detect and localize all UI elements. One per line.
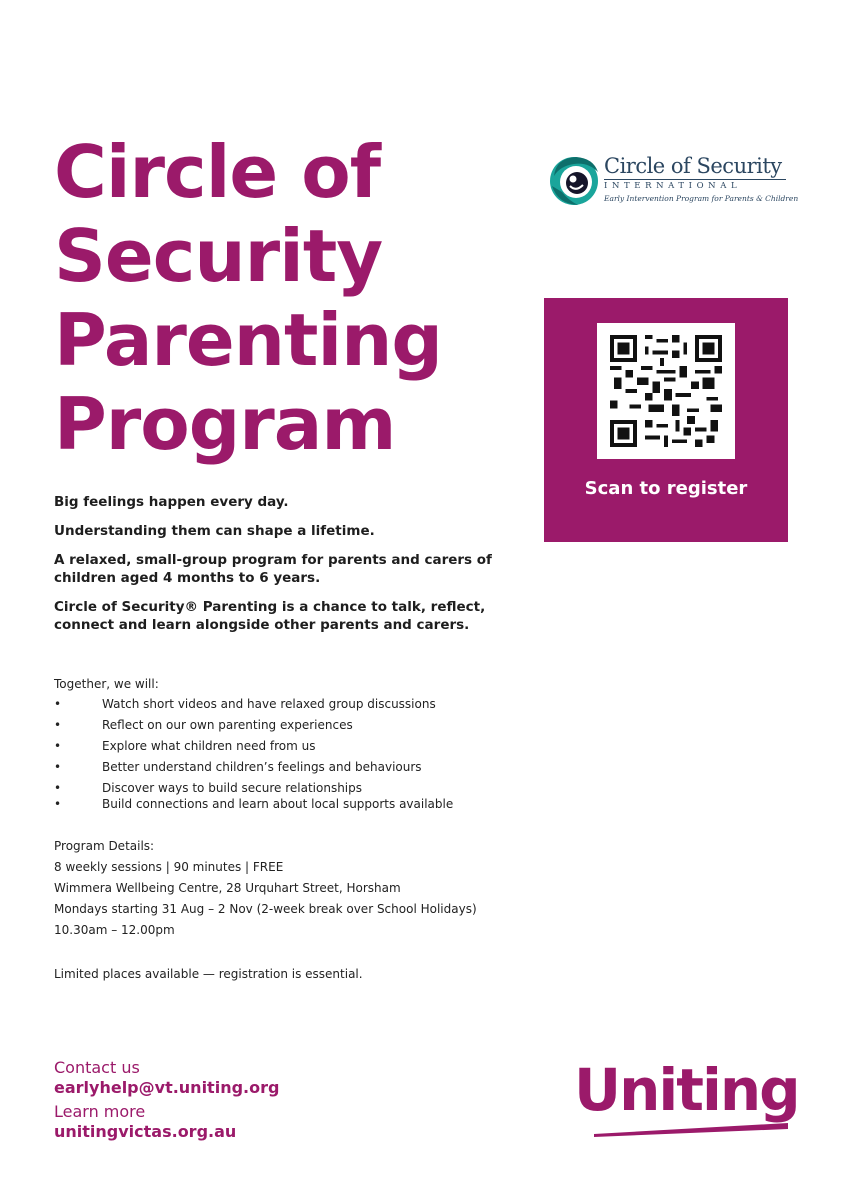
contact-section (54, 1058, 279, 1142)
logo-name: Circle of Security (604, 154, 782, 178)
intro-line: Big feelings happen every day. (54, 494, 289, 510)
logo-tagline: Early Intervention Program for Parents & Children (604, 194, 799, 203)
together-lead: Together, we will: (54, 677, 159, 691)
circle-of-security-emblem-icon (546, 152, 602, 208)
qr-code[interactable] (597, 323, 735, 459)
uniting-logo (574, 1056, 799, 1140)
page-title (54, 130, 442, 466)
website-link[interactable]: unitingvictas.org.au (54, 1122, 237, 1141)
logo-subname: INTERNATIONAL (604, 179, 786, 191)
details-heading: Program Details: (54, 839, 155, 853)
uniting-underline-icon (574, 1062, 790, 1140)
circle-of-security-logo (546, 150, 799, 208)
learn-more-label: Learn more (54, 1102, 146, 1121)
title-line: Parenting (54, 298, 442, 382)
title-line: Security (54, 214, 383, 298)
details-line: 10.30am – 12.00pm (54, 923, 175, 937)
details-line: 8 weekly sessions | 90 minutes | FREE (54, 860, 284, 874)
contact-label: Contact us (54, 1058, 140, 1077)
list-item: • Reflect on our own parenting experiences (54, 717, 514, 733)
register-panel (544, 298, 788, 542)
list-item: • Build connections and learn about local supports available (54, 796, 514, 812)
together-section (54, 676, 514, 817)
intro-line: Understanding them can shape a lifetime. (54, 523, 375, 539)
registration-note: Limited places available — registration is essential. (54, 967, 363, 981)
scan-to-register-label: Scan to register (584, 478, 748, 499)
email-link[interactable]: earlyhelp@vt.uniting.org (54, 1078, 280, 1097)
list-item: • Watch short videos and have relaxed group discussions (54, 696, 514, 712)
list-item: • Explore what children need from us (54, 738, 514, 754)
qr-code-icon (610, 335, 722, 447)
intro-line: A relaxed, small-group program for parents and carers of children aged 4 months to 6 years. (54, 552, 492, 586)
details-line: Wimmera Wellbeing Centre, 28 Urquhart Street, Horsham (54, 881, 401, 895)
intro-line: Circle of Security® Parenting is a chance to talk, reflect, connect and learn alongside other parents and carers. (54, 599, 486, 633)
title-line: Circle of (54, 130, 381, 214)
title-line: Program (54, 382, 396, 466)
details-line: Mondays starting 31 Aug – 2 Nov (2-week break over School Holidays) (54, 902, 477, 916)
intro-section (54, 493, 494, 645)
list-item: • Discover ways to build secure relationships (54, 780, 514, 796)
uniting-wordmark: Uniting (574, 1056, 799, 1124)
list-item: • Better understand children’s feelings and behaviours (54, 759, 514, 775)
program-details (54, 838, 514, 943)
activity-list (54, 696, 514, 812)
